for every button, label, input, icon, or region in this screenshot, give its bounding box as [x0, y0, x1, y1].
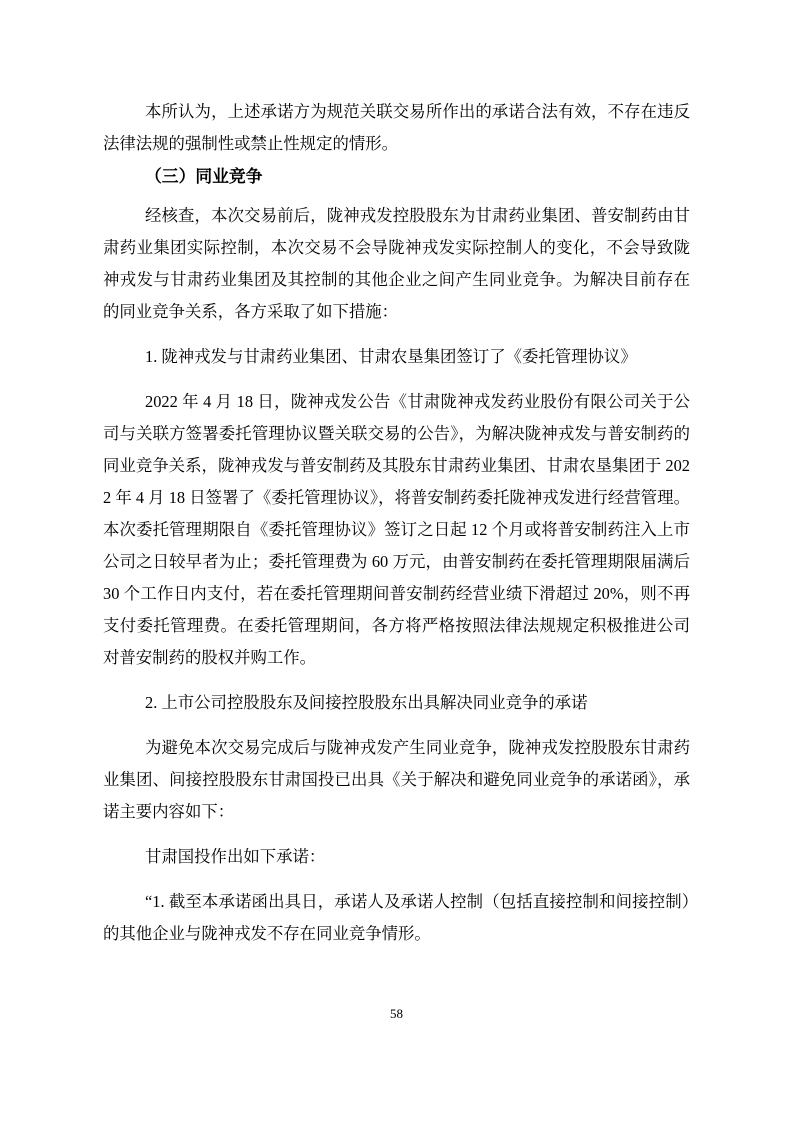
document-body [103, 96, 690, 963]
item1-title-entrusted-management-agreement: 1. 陇神戎发与甘肃药业集团、甘肃农垦集团签订了《委托管理协议》 [145, 347, 637, 366]
paragraph-commitment-intro: 甘肃国投作出如下承诺： [145, 847, 326, 866]
section-heading-competition: （三）同业竞争 [145, 167, 263, 186]
page-number: 58 [390, 1006, 403, 1021]
item1-body-agreement-details: 2022 年 4 月 18 日，陇神戎发公告《甘肃陇神戎发药业股份有限公司关于公司与关联方签署委托管理协议暨关联交易的公告》，为解决陇神戎发与普安制药的同业竞争关系，陇神戎发与普安制药及其股东甘肃药业集团、甘肃农垦集团于 2022 年 4 月 18 日签署了《委托管理协议》，将普安制药委托陇神戎发进行经营管理。本次委托管理期限自《委托管理协议》签订之日起 12 个月或将普安制药注入上市公司之日较早者为止；委托管理费为 60 万元，由普安制药在委托管理期限届满后 30 个工作日内支付，若在委托管理期间普安制药经营业绩下滑超过 20%，则不再支付委托管理费。在委托管理期间，各方将严格按照法律法规规定积极推进公司对普安制药的股权并购工作。 [103, 392, 690, 667]
item2-body-commitment-letter: 为避免本次交易完成后与陇神戎发产生同业竞争，陇神戎发控股股东甘肃药业集团、间接控股股东甘肃国投已出具《关于解决和避免同业竞争的承诺函》，承诺主要内容如下： [103, 738, 690, 821]
paragraph-commitment-clause-1: “1. 截至本承诺函出具日，承诺人及承诺人控制（包括直接控制和间接控制）的其他企业与陇神戎发不存在同业竞争情形。 [103, 892, 690, 943]
paragraph-legal-opinion: 本所认为，上述承诺方为规范关联交易所作出的承诺合法有效，不存在违反法律法规的强制性或禁止性规定的情形。 [103, 102, 690, 153]
item2-title-shareholder-commitment: 2. 上市公司控股股东及间接控股股东出具解决同业竞争的承诺 [145, 693, 588, 712]
paragraph-verification-overview: 经核查，本次交易前后，陇神戎发控股股东为甘肃药业集团、普安制药由甘肃药业集团实际控制，本次交易不会导陇神戎发实际控制人的变化，不会导致陇神戎发与甘肃药业集团及其控制的其他企业之间产生同业竞争。为解决目前存在的同业竞争关系，各方采取了如下措施： [103, 206, 690, 321]
